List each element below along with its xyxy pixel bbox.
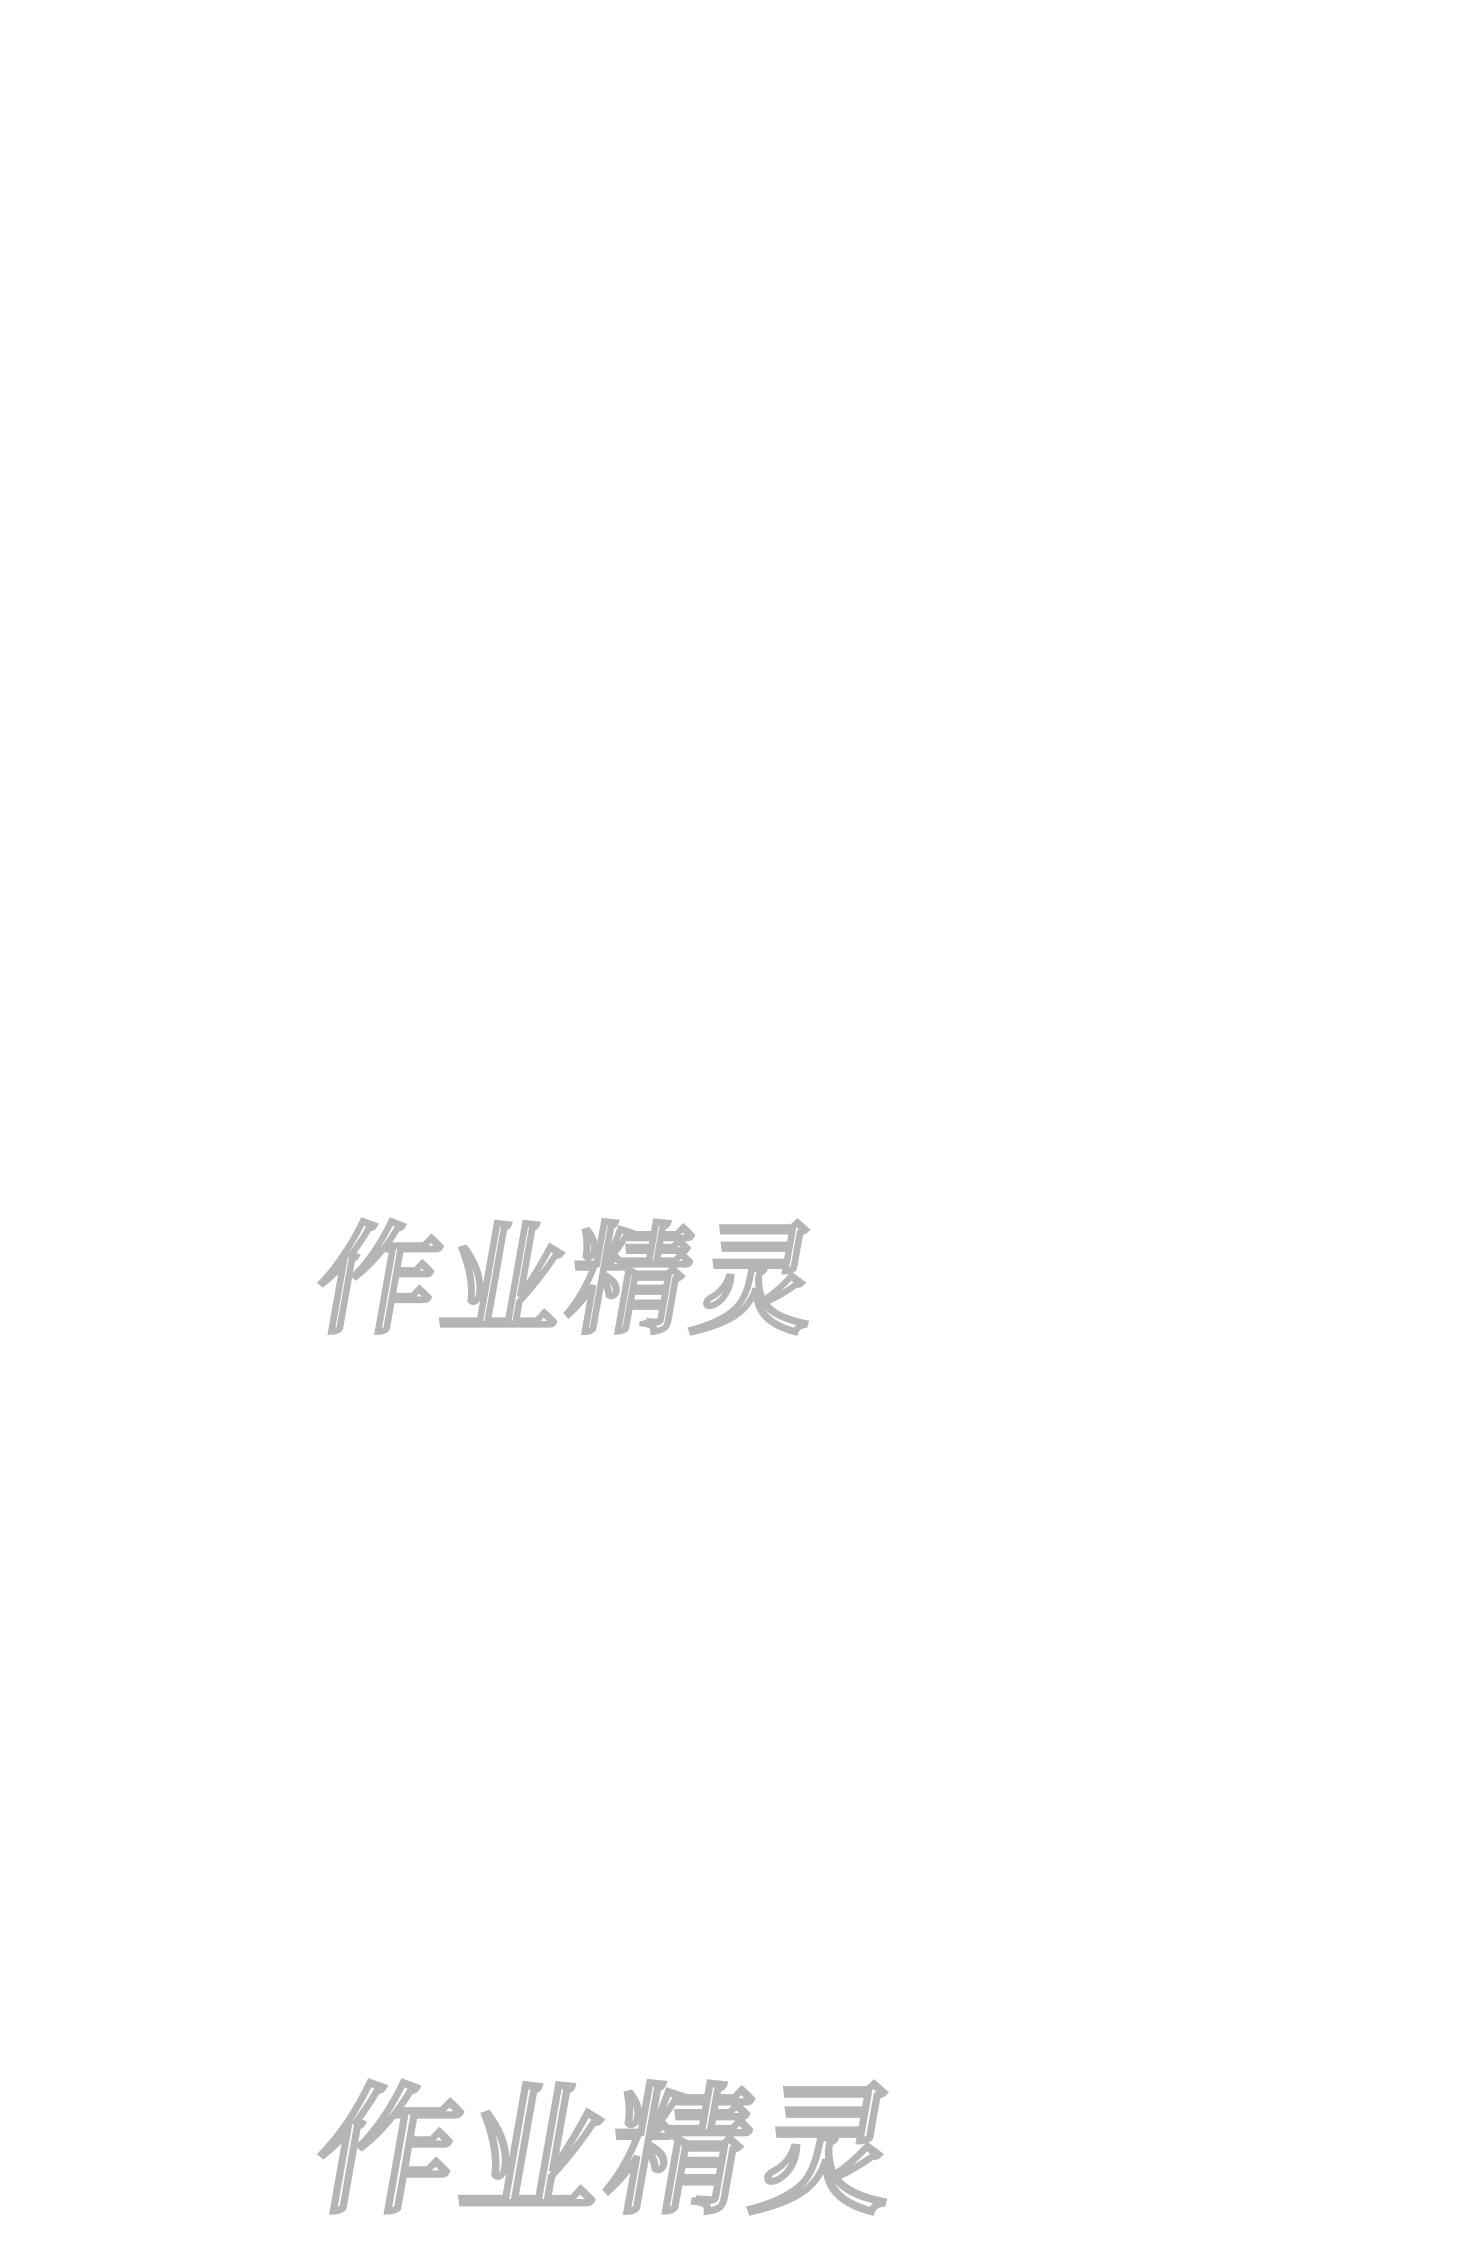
- watermark-logo: 作业精灵: [303, 2071, 917, 2234]
- watermark-logo: 作业精灵: [305, 1212, 835, 1351]
